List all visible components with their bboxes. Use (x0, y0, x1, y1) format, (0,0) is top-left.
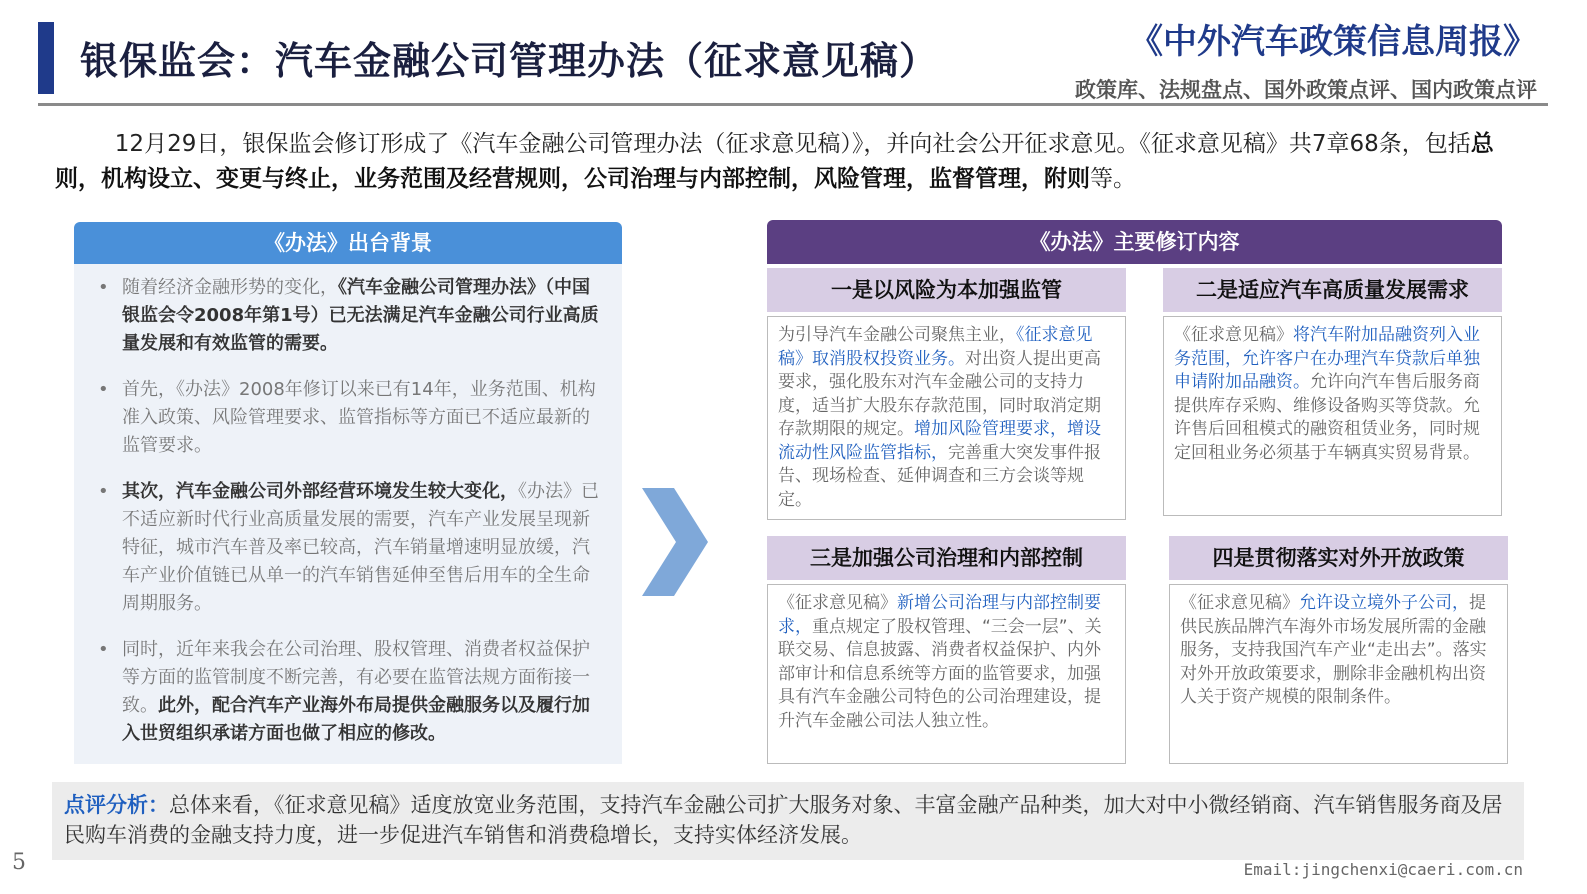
card-text: 《征求意见稿》 (1180, 593, 1299, 613)
analysis-comment (52, 782, 1524, 860)
list-item (92, 478, 604, 618)
title-accent-bar (38, 22, 54, 94)
bullet-icon: • (98, 639, 109, 660)
card-highlight: 将汽车附加品融资列入业务范围，允许客户在办理汽车贷款后单独申请附加品融资。 (1174, 325, 1480, 392)
card-quality-body (1163, 316, 1502, 516)
intro-chapters: 总则，机构设立、变更与终止，业务范围及经营规则，公司治理与内部控制，风险管理，监督管理，附则 (55, 131, 1494, 192)
report-subtitle: 政策库、法规盘点、国外政策点评、国内政策点评 (1075, 78, 1537, 102)
card-text: 重点规定了股权管理、“三会一层”、关联交易、信息披露、消费者权益保护、内外部审计和信息系统等方面的监管要求，加强具有汽车金融公司特色的公司治理建设，提升汽车金融公司法人独立性。 (778, 616, 1102, 731)
item-emphasis: 此外，配合汽车产业海外布局提供金融服务以及履行加入世贸组织承诺方面也做了相应的修改。 (122, 695, 590, 744)
contact-email: Email:jingchenxi@caeri.com.cn (1243, 860, 1523, 879)
card-quality-title: 二是适应汽车高质量发展需求 (1163, 268, 1502, 312)
card-highlight: 增加风险管理要求，增设流动性风险监管指标， (778, 419, 1101, 463)
intro-tail: 等。 (1090, 166, 1136, 192)
background-panel-heading: 《办法》出台背景 (74, 222, 622, 264)
card-risk-body (767, 316, 1126, 520)
list-item (92, 376, 604, 460)
card-governance-title: 三是加强公司治理和内部控制 (767, 536, 1126, 580)
card-governance-body (767, 584, 1126, 764)
card-text: 《征求意见稿》 (778, 593, 897, 613)
card-text: 对出资人提出更高要求，强化股东对汽车金融公司的支持力度，适当扩大股东存款范围，同时取消定期存款期限的规定。 (778, 348, 1101, 439)
card-text: 为引导汽车金融公司聚焦主业， (778, 325, 1016, 345)
background-panel (74, 264, 622, 764)
revision-panel-heading: 《办法》主要修订内容 (767, 220, 1502, 264)
page-number: 5 (12, 850, 26, 875)
item-emphasis: 《汽车金融公司管理办法》（中国银监会令2008年第1号）已无法满足汽车金融公司行业高质量发展和有效监管的需要。 (122, 277, 599, 354)
item-emphasis: 其次，汽车金融公司外部经营环境发生较大变化， (122, 481, 518, 502)
card-text: 完善重大突发事件报告、现场检查、延伸调查和三方会谈等规定。 (778, 442, 1101, 510)
card-risk-title: 一是以风险为本加强监管 (767, 268, 1126, 312)
card-opening-title: 四是贯彻落实对外开放政策 (1169, 536, 1508, 580)
intro-paragraph (55, 127, 1525, 197)
card-highlight: 新增公司治理与内部控制要求， (778, 593, 1101, 637)
card-highlight: 《征求意见稿》取消股权投资业务。 (778, 325, 1093, 369)
background-list (74, 264, 622, 748)
bullet-icon: • (98, 277, 109, 298)
page-title: 银保监会：汽车金融公司管理办法（征求意见稿） (80, 39, 939, 83)
comment-text: 总体来看，《征求意见稿》适度放宽业务范围，支持汽车金融公司扩大服务对象、丰富金融产品种类，加大对中小微经销商、汽车销售服务商及居民购车消费的金融支持力度，进一步促进汽车销售和消费稳增长，支持实体经济发展。 (64, 793, 1503, 847)
card-opening-body (1169, 584, 1508, 764)
intro-lead: 12月29日，银保监会修订形成了《汽车金融公司管理办法（征求意见稿）》，并向社会公开征求意见。《征求意见稿》共7章68条，包括 (114, 131, 1471, 157)
bullet-icon: • (98, 481, 109, 502)
card-text: 《征求意见稿》 (1174, 325, 1293, 345)
card-text: 允许向汽车售后服务商提供库存采购、维修设备购买等贷款。允许售后回租模式的融资租赁业务，同时规定回租业务必须基于车辆真实贸易背景。 (1174, 372, 1480, 463)
header-divider (38, 103, 1548, 106)
list-item (92, 636, 604, 748)
item-text: 同时，近年来我会在公司治理、股权管理、消费者权益保护等方面的监管制度不断完善，有必要在监管法规方面衔接一致。 (122, 639, 590, 716)
report-brand: 《中外汽车政策信息周报》 (1129, 22, 1537, 62)
bullet-icon: • (98, 379, 109, 400)
comment-label: 点评分析： (64, 793, 169, 817)
item-text: 首先，《办法》2008年修订以来已有14年，业务范围、机构准入政策、风险管理要求、监管指标等方面已不适应最新的监管要求。 (122, 379, 596, 456)
item-text-after: 《办法》已不适应新时代行业高质量发展的需要，汽车产业发展呈现新特征，城市汽车普及率已较高，汽车销量增速明显放缓，汽车产业价值链已从单一的汽车销售延伸至售后用车的全生命周期服务。 (122, 481, 599, 614)
chevron-right-icon (640, 488, 710, 596)
card-text: 提供民族品牌汽车海外市场发展所需的金融服务，支持我国汽车产业“走出去”。落实对外开放政策要求，删除非金融机构出资人关于资产规模的限制条件。 (1180, 593, 1487, 707)
card-highlight: 允许设立境外子公司， (1299, 593, 1469, 613)
list-item (92, 274, 604, 358)
item-text: 随着经济金融形势的变化， (122, 277, 338, 298)
